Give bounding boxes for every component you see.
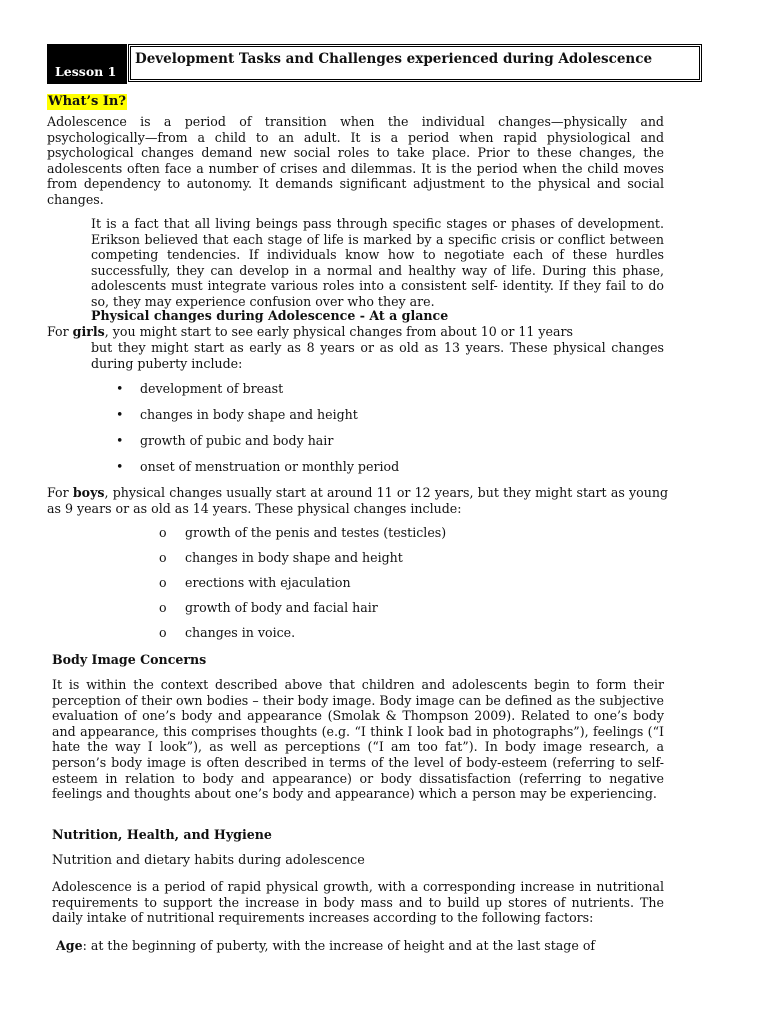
- lesson-title: Development Tasks and Challenges experienced during Adolescence: [135, 51, 653, 67]
- age-label: Age: [56, 938, 83, 953]
- nutrition-heading: Nutrition, Health, and Hygiene: [52, 827, 272, 842]
- physical-changes-heading: Physical changes during Adolescence - At a glance: [91, 308, 449, 323]
- lesson-label: Lesson 1: [55, 64, 117, 79]
- list-item: o changes in body shape and height: [185, 550, 446, 575]
- list-item: o erections with ejaculation: [185, 575, 446, 600]
- boys-word: boys: [72, 485, 105, 500]
- list-item: o changes in voice.: [185, 625, 446, 650]
- age-factor-line: [52, 938, 664, 954]
- boys-paragraph: [47, 485, 668, 516]
- nutrition-paragraph: Adolescence is a period of rapid physical growth, with a corresponding increase in nutritional requirements to support the increase in body mass and to build up stores of nutrients. The daily intake of nutritional requirements increases according to the following factors:: [52, 879, 664, 926]
- list-item: • changes in body shape and height: [140, 407, 399, 433]
- girls-changes-list: [140, 381, 399, 485]
- boys-text: , physical changes usually start at around 11 or 12 years, but they might start as young as 9 years or as old as 14 years. These physical changes include:: [47, 485, 669, 516]
- girls-prefix: For: [47, 324, 73, 339]
- body-image-heading: Body Image Concerns: [52, 652, 207, 667]
- nutrition-subheading: Nutrition and dietary habits during adolescence: [52, 853, 365, 868]
- lesson-label-box: [47, 44, 127, 84]
- body-image-paragraph: It is within the context described above that children and adolescents begin to form their perception of their own bodies – their body image. Body image can be defined as the subjective evaluation of one’s body and appearance (Smolak & Thompson 2009). Related to one’s body and appearance, this comprises thoughts (e.g. “I think I look bad in photographs”), feelings (“I hate the way I look”), as well as perceptions (“I am too fat”). In body image research, a person’s body image is often described in terms of the level of body-esteem (referring to self-esteem in relation to body and appearance) or body dissatisfaction (referring to negative feelings and thoughts about one’s body and appearance) which a person may be experiencing.: [52, 677, 664, 802]
- list-item: o growth of the penis and testes (testicles): [185, 525, 446, 550]
- girls-line-2: but they might start as early as 8 years or as old as 13 years. These physical changes during puberty include:: [91, 340, 664, 371]
- girls-word: girls: [72, 324, 105, 339]
- list-item: • onset of menstruation or monthly period: [140, 459, 399, 485]
- lesson-title-box: [128, 44, 702, 82]
- list-item: o growth of body and facial hair: [185, 600, 446, 625]
- age-text: : at the beginning of puberty, with the increase of height and at the last stage of: [82, 938, 596, 953]
- boys-prefix: For: [47, 485, 73, 500]
- list-item: • development of breast: [140, 381, 399, 407]
- girls-line-1: , you might start to see early physical changes from about 10 or 11 years: [104, 324, 573, 339]
- list-item: • growth of pubic and body hair: [140, 433, 399, 459]
- intro-paragraph-1: Adolescence is a period of transition when the individual changes—physically and psychologically—from a child to an adult. It is a period when rapid physiological and psychological changes demand new social roles to take place. Prior to these changes, the adolescents often face a number of crises and dilemmas. It is the period when the child moves from dependency to autonomy. It demands significant adjustment to the physical and social changes.: [47, 114, 664, 207]
- intro-paragraph-2: It is a fact that all living beings pass through specific stages or phases of development. Erikson believed that each stage of life is marked by a specific crisis or conflict between competing tendencies. If individuals know how to negotiate each of these hurdles successfully, they can develop in a normal and healthy way of life. During this phase, adolescents must integrate various roles into a consistent self- identity. If they fail to do so, they may experience confusion over who they are.: [91, 216, 664, 309]
- girls-intro-line: [47, 324, 573, 339]
- whats-in-heading: What’s In?: [48, 94, 126, 109]
- boys-changes-list: [185, 525, 446, 650]
